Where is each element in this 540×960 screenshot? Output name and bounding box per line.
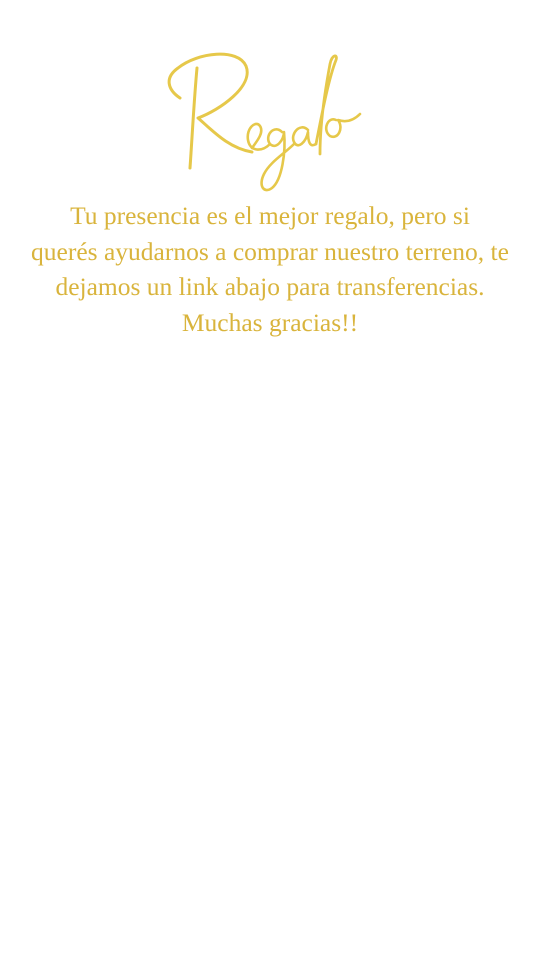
- gift-message: [0, 198, 540, 340]
- message-line: Tu presencia es el mejor regalo, pero si: [70, 201, 470, 230]
- message-line: Muchas gracias!!: [181, 307, 359, 337]
- regalo-script-heading: [160, 40, 380, 195]
- title-text: [0, 96, 540, 97]
- section-title: [0, 40, 540, 195]
- message-line: querés ayudarnos a comprar nuestro terreno, te: [31, 236, 509, 266]
- message-line: dejamos un link abajo para transferencias.: [55, 272, 485, 301]
